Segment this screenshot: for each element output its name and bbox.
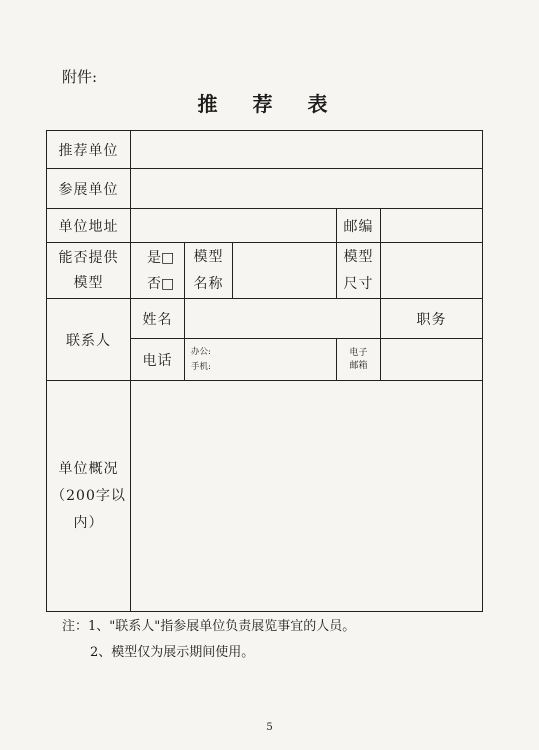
address-label: 单位地址: [47, 209, 131, 243]
model-size-line-2: 尺寸: [343, 275, 374, 292]
email-line-1: 电子: [349, 347, 368, 358]
recommendation-form: [46, 130, 483, 612]
model-provide-label: [47, 243, 131, 299]
notes: [62, 614, 355, 666]
model-size-label: [337, 243, 381, 299]
no-checkbox[interactable]: 否□: [147, 275, 175, 292]
overview-field[interactable]: [131, 381, 483, 612]
model-name-line-2: 名称: [193, 275, 224, 292]
mobile-phone-label: 手机:: [191, 361, 211, 372]
email-line-2: 邮箱: [349, 360, 368, 371]
page-number: 5: [266, 722, 273, 733]
yes-no-checkboxes: [131, 243, 185, 299]
phone-fields: [185, 339, 337, 381]
email-label: [337, 339, 381, 381]
contact-label: 联系人: [47, 299, 131, 381]
overview-label: [47, 381, 131, 612]
address-field[interactable]: [131, 209, 337, 243]
exhibitor-field[interactable]: [131, 169, 483, 209]
email-field[interactable]: [381, 339, 483, 381]
yes-checkbox[interactable]: 是□: [147, 249, 175, 266]
page-title: 推 荐 表: [197, 92, 342, 116]
postcode-label: 邮编: [337, 209, 381, 243]
note-1: 注：1、"联系人"指参展单位负责展览事宜的人员。: [62, 619, 356, 634]
postcode-field[interactable]: [381, 209, 483, 243]
overview-line-2: （200字以: [51, 487, 126, 504]
office-phone-label: 办公:: [191, 346, 211, 357]
model-name-field[interactable]: [233, 243, 337, 299]
model-name-line-1: 模型: [193, 248, 224, 265]
exhibitor-label: 参展单位: [47, 169, 131, 209]
name-label: 姓名: [131, 299, 185, 339]
attachment-label: 附件:: [62, 68, 98, 86]
overview-line-3: 内）: [73, 514, 104, 531]
recommender-field[interactable]: [131, 131, 483, 169]
model-provide-line-1: 能否提供: [58, 249, 119, 266]
position-label: 职务: [381, 299, 483, 339]
overview-line-1: 单位概况: [58, 460, 119, 477]
note-2: 2、模型仅为展示期间使用。: [90, 645, 255, 660]
model-size-field[interactable]: [381, 243, 483, 299]
model-size-line-1: 模型: [343, 248, 374, 265]
recommender-label: 推荐单位: [47, 131, 131, 169]
model-provide-line-2: 模型: [73, 274, 104, 291]
name-field[interactable]: [185, 299, 381, 339]
phone-label: 电话: [131, 339, 185, 381]
model-name-label: [185, 243, 233, 299]
